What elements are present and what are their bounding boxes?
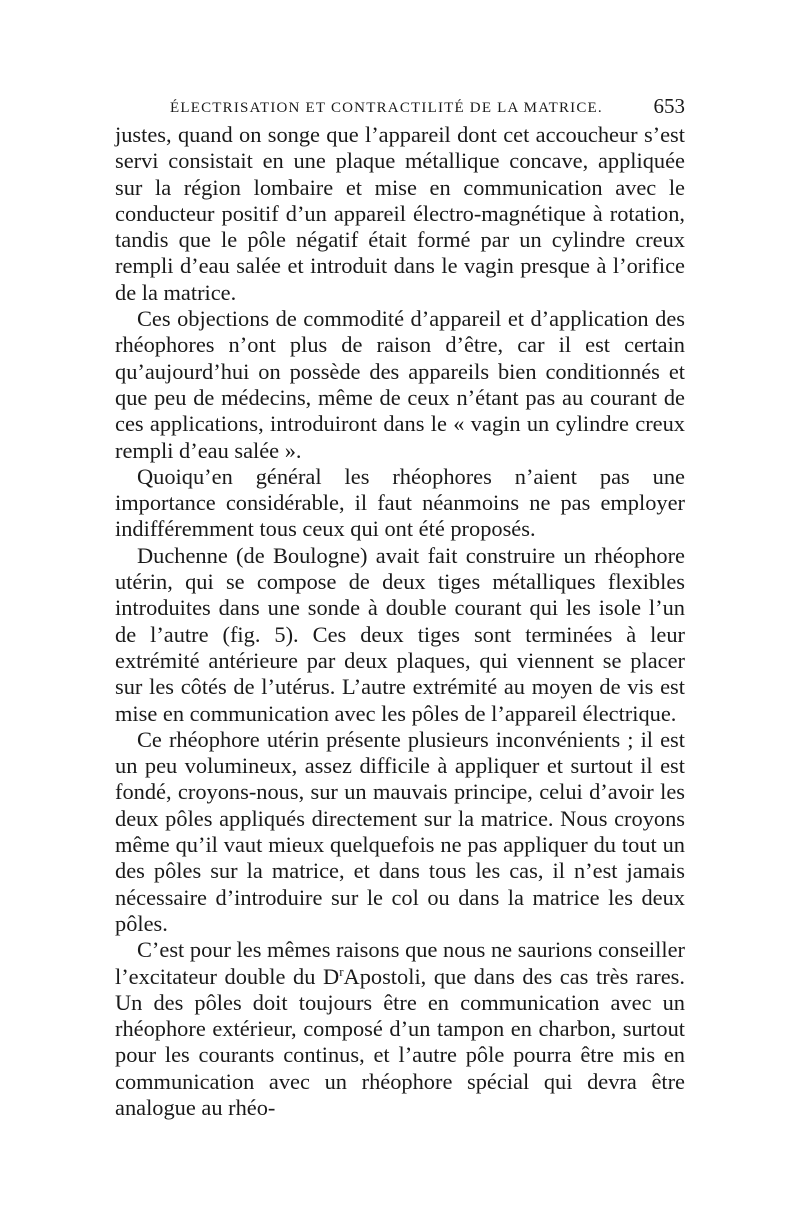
- book-page: [115, 92, 685, 1121]
- paragraph-3: Quoiqu’en général les rhéophores n’aient pas une importance considérable, il faut néanmoins ne pas employer indifféremment tous ceux qui ont été proposés.: [115, 463, 685, 542]
- running-head: [115, 92, 685, 118]
- paragraph-2: Ces objections de commodité d’appareil et d’application des rhéophores n’ont plus de raison d’être, car il est certain qu’aujourd’hui on possède des appareils bien conditionnés et que peu de médecins, même de ceux n’étant pas au courant de ces applications, introduiront dans le « vagin un cylindre creux rempli d’eau salée ».: [115, 306, 685, 463]
- paragraph-1: justes, quand on songe que l’appareil dont cet accoucheur s’est servi consistait en une plaque métallique concave, appliquée sur la région lombaire et mise en communication avec le conducteur positif d’un appareil électro-magnétique à rotation, tandis que le pôle négatif était formé par un cylindre creux rempli d’eau salée et introduit dans le vagin presque à l’orifice de la matrice.: [115, 122, 685, 305]
- doctor-abbrev-superscript: r: [339, 963, 344, 979]
- paragraph-6: [115, 937, 685, 1121]
- paragraph-6-before: C’est pour les mêmes raisons que nous ne saurions conseiller l’excitateur double du D: [115, 937, 685, 989]
- running-title: ÉLECTRISATION ET CONTRACTILITÉ DE LA MATRICE.: [170, 100, 603, 116]
- page-number: 653: [653, 94, 685, 118]
- body-text: [115, 122, 685, 1121]
- paragraph-6-after: Apostoli, que dans des cas très rares. Un des pôles doit toujours être en communication avec un rhéophore extérieur, composé d’un tampon en charbon, surtout pour les courants continus, et l’autre pôle pourra être mis en communication avec un rhéophore spécial qui devra être analogue au rhéo-: [115, 963, 685, 1120]
- paragraph-5: Ce rhéophore utérin présente plusieurs inconvénients ; il est un peu volumineux, assez difficile à appliquer et surtout il est fondé, croyons-nous, sur un mauvais principe, celui d’avoir les deux pôles appliqués directement sur la matrice. Nous croyons même qu’il vaut mieux quelquefois ne pas appliquer du tout un des pôles sur la matrice, et dans tous les cas, il n’est jamais nécessaire d’introduire sur le col ou dans la matrice les deux pôles.: [115, 726, 685, 936]
- paragraph-4: Duchenne (de Boulogne) avait fait construire un rhéophore utérin, qui se compose de deux tiges métalliques flexibles introduites dans une sonde à double courant qui les isole l’un de l’autre (fig. 5). Ces deux tiges sont terminées à leur extrémité antérieure par deux plaques, qui viennent se placer sur les côtés de l’utérus. L’autre extrémité au moyen de vis est mise en communication avec les pôles de l’appareil électrique.: [115, 542, 685, 726]
